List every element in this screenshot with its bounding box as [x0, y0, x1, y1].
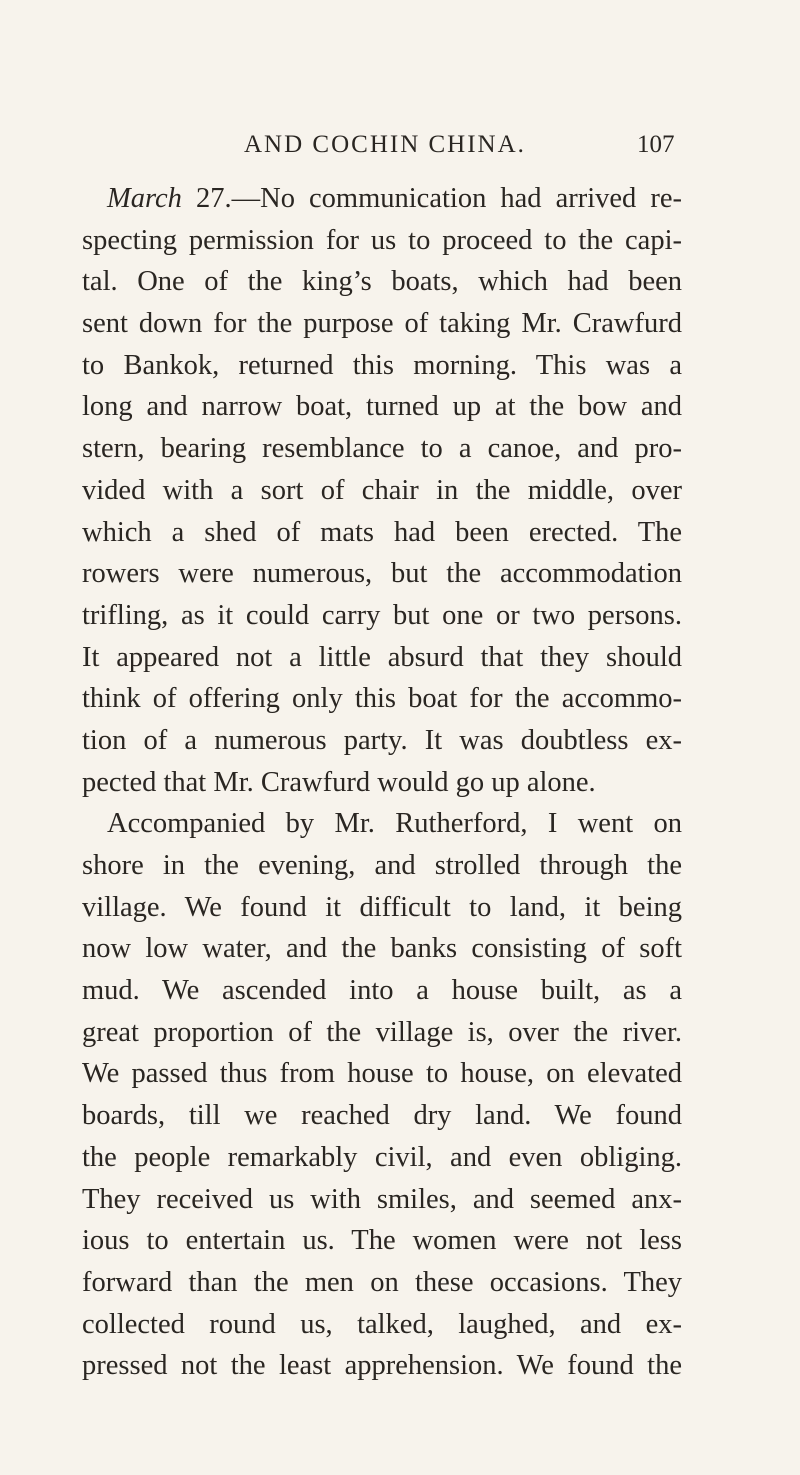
text-line: boards, till we reached dry land. We found — [82, 1100, 682, 1132]
text-line — [82, 178, 682, 220]
body-text — [82, 178, 682, 1387]
text-line: ious to entertain us. The women were not less — [82, 1225, 682, 1257]
text-line: pressed not the least apprehension. We found the — [82, 1350, 682, 1382]
text-line: forward than the men on these occasions. They — [82, 1266, 682, 1298]
text-line: Accompanied by Mr. Rutherford, I went on — [107, 808, 682, 840]
text-line: to Bankok, returned this morning. This was a — [82, 349, 682, 381]
text-line: shore in the evening, and strolled through the — [82, 850, 682, 881]
running-head — [0, 131, 800, 161]
text-line: now low water, and the banks consisting of soft — [82, 933, 682, 965]
text-line: long and narrow boat, turned up at the bow and — [82, 391, 682, 423]
text-line: specting permission for us to proceed to the capi- — [82, 224, 682, 256]
text-line: tal. One of the king’s boats, which had been — [82, 266, 682, 298]
text-line: which a shed of mats had been erected. The — [82, 516, 682, 548]
text-line: pected that Mr. Crawfurd would go up alone. — [82, 766, 596, 798]
date-label: March — [107, 183, 182, 214]
text-line: stern, bearing resemblance to a canoe, and pro- — [82, 433, 682, 465]
text-line: village. We found it difficult to land, it being — [82, 891, 682, 923]
text-line: They received us with smiles, and seemed anx- — [82, 1183, 682, 1215]
text-line: collected round us, talked, laughed, and ex- — [82, 1308, 682, 1340]
text-line: the people remarkably civil, and even obliging. — [82, 1141, 682, 1173]
running-title: AND COCHIN CHINA. — [244, 131, 526, 158]
text-line: rowers were numerous, but the accommodation — [82, 558, 682, 590]
text-line-rest: 27.—No communication had arrived re- — [181, 183, 682, 214]
text-line: trifling, as it could carry but one or two persons. — [82, 599, 682, 631]
text-line: It appeared not a little absurd that they should — [82, 641, 682, 673]
text-line: mud. We ascended into a house built, as a — [82, 975, 682, 1007]
text-line: think of offering only this boat for the accommo- — [82, 683, 682, 715]
text-line: sent down for the purpose of taking Mr. Crawfurd — [82, 308, 682, 340]
text-line: We passed thus from house to house, on elevated — [82, 1058, 682, 1090]
page-number: 107 — [637, 131, 675, 158]
text-line: vided with a sort of chair in the middle, over — [82, 474, 682, 506]
text-line: tion of a numerous party. It was doubtless ex- — [82, 724, 682, 756]
text-line: great proportion of the village is, over the river. — [82, 1016, 682, 1048]
